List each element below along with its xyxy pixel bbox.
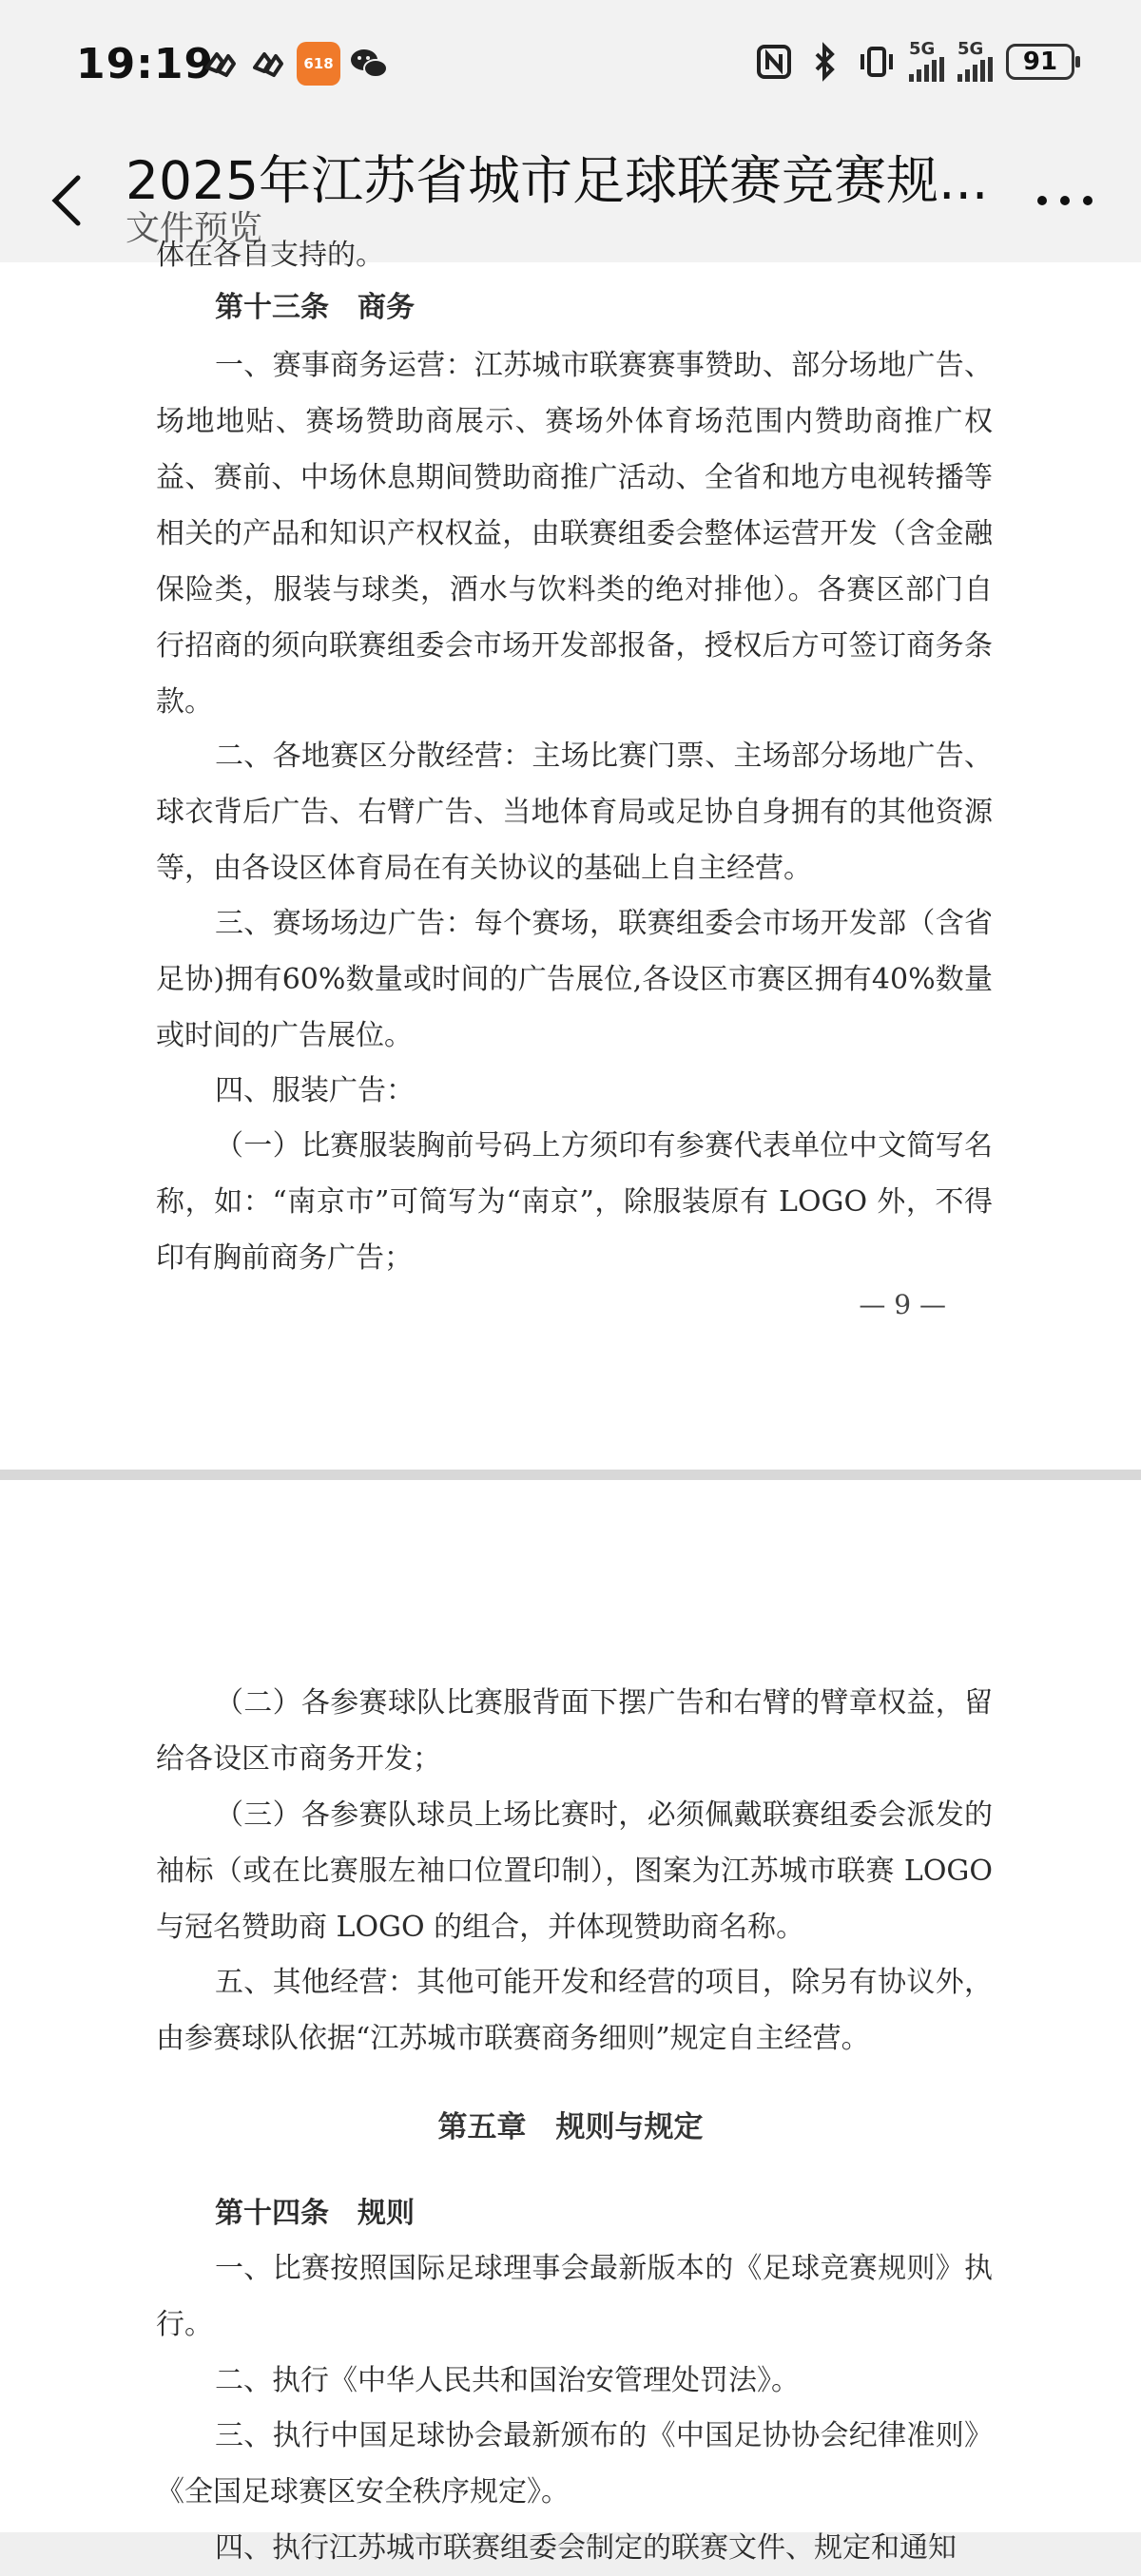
paragraph: 五、其他经营：其他可能开发和经营的项目，除另有协议外，由参赛球队依据“江苏城市联赛商务细则”规定自主经营。 [156,1966,993,2055]
shopping-app-icon: 618 [297,42,340,86]
document-subtitle: 文件预览 [126,209,263,248]
notification-icons [202,42,388,86]
wechat-icon [350,45,388,83]
article-13-heading: 第十三条 商务 [215,291,415,324]
paragraph: 一、赛事商务运营：江苏城市联赛赛事赞助、部分场地广告、场地地贴、赛场赞助商展示、赛场外体育场范围内赞助商推广权益、赛前、中场休息期间赞助商推广活动、全省和地方电视转播等相关的产品和知识产权权益，由联赛组委会整体运营开发（含金融保险类，服装与球类，酒水与饮料类的绝对排他）。各赛区部门自行招商的须向联赛组委会市场开发部报备，授权后方可签订商务条款。 [156,349,993,719]
paragraph: 四、服装广告： [215,1074,415,1107]
page-number: — 9 — [859,1289,946,1320]
link-app-icon [202,45,240,83]
article-14-heading: 第十四条 规则 [215,2197,415,2230]
link-app-icon-2 [249,45,287,83]
paragraph: 二、各地赛区分散经营：主场比赛门票、主场部分场地广告、球衣背后广告、右臂广告、当地体育局或足协自身拥有的其他资源等，由各设区体育局在有关协议的基础上自主经营。 [156,740,993,885]
paragraph: （三）各参赛队球员上场比赛时，必须佩戴联赛组委会派发的袖标（或在比赛服左袖口位置印制），图案为江苏城市联赛 LOGO 与冠名赞助商 LOGO 的组合，并体现赞助商名称。 [156,1798,993,1944]
battery-indicator: 91 [1006,44,1074,80]
network-type-1: 5G [909,39,936,59]
document-page-10[interactable] [0,1480,1141,2565]
page-separator [0,1470,1141,1480]
status-time: 19:19 [76,40,215,88]
bluetooth-icon [806,43,844,81]
document-title: 2025年江苏省城市足球联赛竞赛规... [126,150,989,211]
paragraph: 三、执行中国足球协会最新颁布的《中国足协协会纪律准则》《全国足球赛区安全秩序规定》。 [156,2419,993,2509]
network-type-2: 5G [957,39,984,59]
back-button[interactable] [38,158,95,243]
paragraph: （一）比赛服装胸前号码上方须印有参赛代表单位中文简写名称，如：“南京市”可简写为“南京”，除服装原有 LOGO 外，不得印有胸前商务广告； [156,1129,993,1275]
document-page-9[interactable] [0,239,1141,1470]
chapter-heading: 第五章 规则与规定 [437,2110,704,2144]
system-indicators [755,39,1074,82]
nfc-icon [755,43,793,81]
cut-off-line: 体在各自支持的。 [156,239,384,272]
more-options-button[interactable] [1027,177,1103,224]
chevron-left-icon [48,172,86,229]
paragraph: 一、比赛按照国际足球理事会最新版本的《足球竞赛规则》执行。 [156,2252,993,2341]
signal-1 [909,39,944,82]
paragraph: 三、赛场场边广告：每个赛场，联赛组委会市场开发部（含省足协)拥有60%数量或时间的广告展位,各设区市赛区拥有40%数量或时间的广告展位。 [156,907,993,1052]
status-bar [0,0,1141,139]
signal-2 [957,39,993,82]
paragraph: （二）各参赛球队比赛服背面下摆广告和右臂的臂章权益，留给各设区市商务开发； [156,1686,993,1776]
vibrate-icon [858,43,896,81]
paragraph: 二、执行《中华人民共和国治安管理处罚法》。 [215,2364,800,2397]
paragraph-partial: 四、执行江苏城市联赛组委会制定的联赛文件、规定和通知 [215,2531,957,2565]
more-icon [1035,193,1095,208]
